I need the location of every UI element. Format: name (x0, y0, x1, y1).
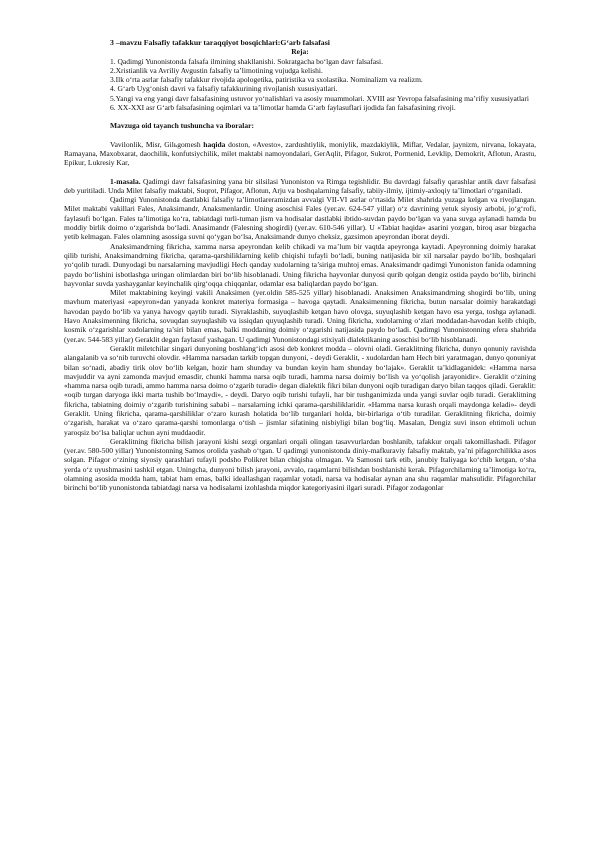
plan-item: 1. Qadimgi Yunonistonda falsafa ilmining shakllanishi. Sokratgacha bo‘lgan davr falsafasi. (110, 56, 383, 66)
plan-item: 5.Yangi va eng yangi davr falsafasining ustuvor yo‘nalishlari va asosiy muammolari. XVIII asr Yevropa falsafasining ma’rifiy xususiyatlari (110, 93, 529, 103)
paragraph-6: Geraklitning fikricha bilish jarayoni kishi sezgi organlari orqali olingan tasavvurlardan boshlanib, tafakkur orqali takomillashadi. Pifagor (yer.av. 580-500 yillar) Yunonistonning Samos orolida yashab o‘tgan. U qadimgi yunonistonda diniy-mafkuraviy falsafiy maktab, ya’ni pifagorchilikka asos solgan. Pifagor o‘zining siyosiy qarashlari tufayli podsho Polikret bilan chiqisha olmagan. Va Samosni tark etib, janubiy Italiyaga ko‘chib ketgan, o‘sha yerda o‘z uyushmasini tashkil etgan. Uningcha, dunyoni bilish jarayoni, avvalo, raqamlarni bilishdan boshlanishi kerak. Pifagorchilarning ta’limotiga ko‘ra, olamning asosida modda ham, tabiat ham emas, balki ideallashgan raqamlar yotadi, narsa va hodisalar aynan ana shu raqamlar mahsulidir. Pifagorchilar birinchi bo‘lib yunonistonda tabiatdagi narsa va hodisalarni izohlashda miqdor kategoriyasini ilgari suradi. Pifagor zodagonlar (64, 436, 536, 493)
plan-item: 6. XX-XXI asr G‘arb falsafasining oqimlari va ta’limotlar hamda G‘arb faylasuflari ijodida fan falsafasining rivoji. (110, 103, 456, 113)
terms-text-start: Vavilonlik, Misr, Gilьgomesh (110, 139, 204, 149)
section-label: 1-masala. (110, 176, 141, 186)
plan-heading: Reja: (291, 47, 309, 57)
plan-item: 4. G‘arb Uyg‘onish davri va falsafiy tafakkurining rivojlanish xususiyatlari. (110, 84, 338, 94)
terms-bold-word: haqida (203, 139, 226, 149)
page-title: 3 –mavzu Falsafiy tafakkur taraqqiyot bosqichlari:G‘arb falsafasi (110, 38, 330, 47)
paragraph-1-text: Qadimgi davr falsafasining yana bir silsilasi Yunoniston va Rimga tegishlidir. Bu davrdagi falsafiy qarashlar antik davr falsafasi deb yuritiladi. Unda Milet falsafiy maktabi, Suqrot, Pifagor, Aflotun, Arju va boshqalarning falsafiy, tabiiy-ilmiy, ijtimiy-axloqiy ta’limotlari o‘rganiladi. (64, 176, 536, 195)
terms-paragraph (64, 140, 536, 168)
paragraph-1 (64, 177, 536, 196)
terms-text-rest: doston, «Avesto», zardushtiylik, moniylik, mazdakiylik, Miflar, Vedalar, jaynizm, nirvana, lokayata, Ramayana, Maxobxarat, daochilik, konfutsiychilik, milet maktabi namoyondalari, GerAqlit, Pifagor, Sukrot, Pormenid, Levklip, Demokrit, Aflotun, Arastu, Epikur, Lukresiy Kar, (64, 139, 537, 168)
paragraph-5: Geraklit miletchilar singari dunyoning boshlang‘ich asosi deb konkret modda – olovni oladi. Geraklitning fikricha, dunyo qonuniy ravishda alangalanib va so‘nib turuvchi olovdir. «Hamma narsadan tarkib topgan dunyoni, - deydi Geraklit, - xudolardan ham Hech biri yaratmagan, dunyo qonuniyat bilan so‘nadi, abadiy tirik olov bo‘lib kelgan, hozir ham shunday va bundan keyin ham shunday bo‘lajak». Geraklit ta’kidlaganidek: «Hamma narsa mavjuddir va ayni zamonda mavjud emasdir, chunki hamma narsa oqib turadi, hamma narsa doimiy bo‘lish va yo‘qolish jarayonidir». Geraklit o‘zining «hamma narsa oqib turadi, ammo hamma narsa doimo o‘zgarib turadi» degan dialektik fikri bilan dunyoni oqib turadigan daryo bilan taqqos qiladi. Geraklit: «oqib turgan daryoga ikki marta tushib bo‘lmaydi», - deydi. Daryo oqib turishi tufayli, har bir tushganimizda unda yangi suvlar oqib turadi. Geraklitning fikricha, tabiatning doimiy o‘zgarib turishining sababi – narsalarning ichki qarama-qarshiliklaridir. «Hamma narsa kurash orqali maydonga keladi»- deydi Geraklit. Uning fikricha, qarama-qarshiliklar o‘zaro kurash holatida bo‘lib turganlari holda, bir-birlariga o‘tib turadilar. Geraklitning fikricha, doimiy o‘zgarish, harakat va o‘zaro qarama-qarshi tomonlarga o‘tish – jismlar sifatining nisbiyligi bilan bog‘liq. Masalan, Dengiz suvi inson ehtimoli uchun yaroqsiz bo‘lsa baliqlar uchun ayni muddaodir. (64, 343, 536, 437)
paragraph-4: Milet maktabining keyingi vakili Anaksimen (yer.oldin 585-525 yillar) hisoblanadi. Anaksimen Anaksimandrning shogirdi bo‘lib, uning mavhum materiyasi «apeyron»dan yanyada konkret materiya formasiga – havoga qaytadi. Anaksimenning fikricha, butun narsalar doimiy harakatdagi havodan paydo bo‘lib va yanya havogv qaytib turadi. Siyraklashib, suyuqlashib ketgan havo olovga, suyuqlashib ketgan havo esa yerga, toshga aylanadi. Havo Anaksimenning fikricha, sovuqdan suyuqlashib va issiqdan quyuqlashib turadi. Uning fikricha, xudolarning o‘zlari moddadan-havodan kelib chiqib, kosmik o‘zgarishlar xudolarning ta’siri bilan emas, balki moddaning doimiy o‘zgarishi natijasida paydo bo‘ladi. Qadimgi Yunonistonning efera shahrida (yer.av. 544-583 yillar) Geraklit degan faylasuf yashagan. U qadimgi Yunonistondagi stixiyali dialektikaning asoschisi bo‘lib hisoblanadi. (64, 288, 536, 344)
paragraph-2: Qadimgi Yunonistonda dastlabki falsafiy ta’limotlareramizdan avvalgi VII-VI asrlar o‘rtasida Milet shahrida yuzaga kelgan va rivojlangan. Milet maktabi vakillari Fales, Anaksimandr, Anaksmenlardir. Uning asoschisi Fales (yer.av. 624-547 yillar) o‘z davrining yetuk siyosiy arbobi, jo‘g‘rofi, faylasufi bo‘lgan. Fales ta’limotiga ko‘ra, tabiatdagi turli-tuman jism va hodisalar dastlabki ibtido-suvdan paydo bo‘lgan va yana suvga aylanadi hamda bu moddiy birlik doimo o‘zgarishda bo‘ladi. Anasimandr (Falesning shogirdi) (yer.av. 610-546 yillar). U «Tabiat haqida» asarini yozgan, biroq asar bizgacha yetib kelmagan. Fales olamning asossiga suvni qo‘ygan bo‘lsa, Anaksimandr dunyo cheksiz, gazsimon apeyrondan iborat deydi. (64, 195, 536, 242)
paragraph-3: Anaksimandrning fikricha, xamma narsa apeyrondan kelib chikadi va ma’lum bir vaqtda apeyronga kaytadi. Apeyronning doimiy harakat qilib turishi, Anaksimandrning fikricha, qarama-qarshiliklarning kelib chiqishi tufayli bo‘ladi, buning natijasida bir xil narsalar paydo bo‘lib, boshqalari yo‘qolib turadi. Dunyodagi bu narsalarning mavjudligi Hech qanday xudolarning ta’siriga muhtoj emas. Anaksimandr qadimgi Yunoniston fanida odamning paydo bo‘lishini isbotlashga uringan olimlardan biri bo‘lib hisoblanadi. Uning fikricha hayvonlar dunyosi qurib qolgan dengiz ostida paydo bo‘lib, birinchi hayvonlar suvda yashayganlar keyinchalik qirg‘oqqa chiqqanlar, odamlar esa baliqlardan paydo bo‘lgan. (64, 241, 536, 288)
terms-heading: Mavzuga oid tayanch tushuncha va iboralar: (110, 121, 254, 131)
plan-item: 3.Ilk o‘rta asrlar falsafiy tafakkur rivojida apologetika, patiristika va sxolastika. Nominalizm va realizm. (110, 75, 423, 85)
plan-item: 2.Xristianlik va Avriliy Avgustin falsafiy ta’limotining vujudga kelishi. (110, 65, 323, 75)
